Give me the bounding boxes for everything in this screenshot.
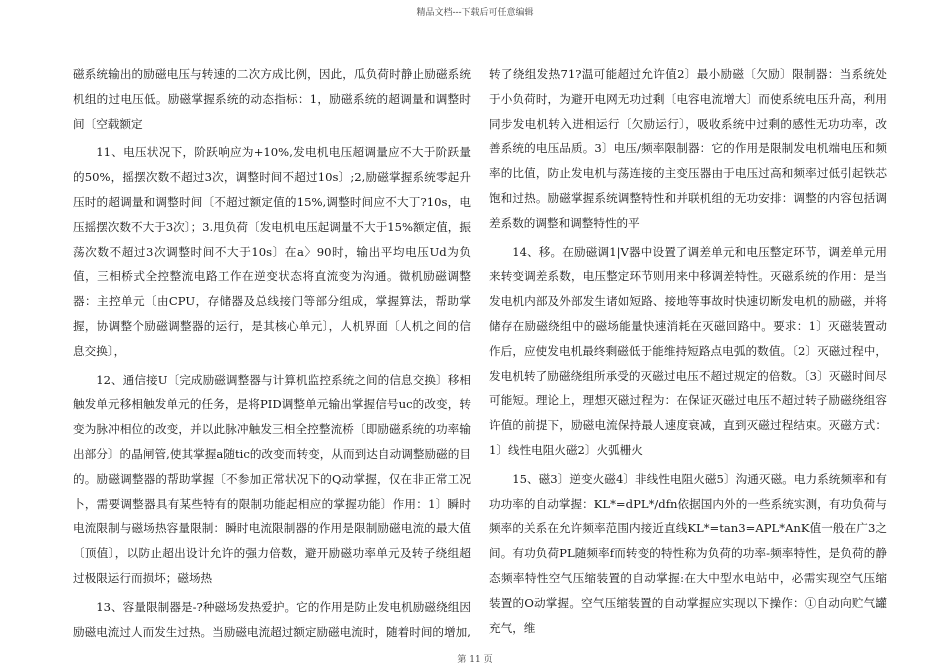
paragraph: 11、电压状况下，阶跃响应为+10%,发电机电压超调量应不大于阶跃量的50%，摇摆次数不超过3次，调整时间不超过10s〕;2,励磁掌握系统零起升压时的超调量和调整时间〔不超过额定值的15%,调整时间应不大丁?10s，电压摇摆次数不大于3次〕；3.甩负荷〔发电机电压起调量不大于15%额定值，振荡次数不超过3次调整时间不大于10s〕在a〉90时，输出平均电压Ud为负值，三相桥式全控整流电路工作在逆变状态将直流变为沟通。微机励磁调整器：主控单元〔由CPU，存储器及总线接门等部分组成，掌握算法，帮助掌握，协调整个励磁调整器的运行，是其核心单元〕，人机界面〔人机之间的信息交换〕， bbox=[73, 145, 471, 358]
paragraph: 13、容量限制器是-?种磁场发热爱护。它的作用是防止发电机励磁绕组因励磁电流过人而发生过热。当励磁电流超过额定励磁电流时，随着时间的增加, bbox=[73, 599, 471, 639]
paragraph: 磁系统输出的励磁电压与转速的二次方成比例，因此，瓜负荷时静止励磁系统机组的过电压低。励磁掌握系统的动态指标：1，励磁系统的超调量和调整时间〔空载额定 bbox=[73, 67, 471, 131]
paragraph: 转了绕组发热71?温可能超过允许值2〕最小励磁〔欠励〕限制器：当系统处于小负荷时，为避开电网无功过剩〔电容电流增大〕而使系统电压升高，利用同步发电机转入进相运行〔欠励运行〕，吸收系统中过剩的感性无功功率，改善系统的电压品质。3〕电压/频率限制器：它的作用是限制发电机端电压和频率的比值，防止发电机与荡连接的主变压器由于电压过高和频率过低引起铁芯饱和过热。励磁掌握系统调整特性和并联机组的无功安排：调整的内容包括调差系数的调整和调整特性的平 bbox=[489, 67, 887, 230]
paragraph: 14、移。在励磁调1|V器中设置了调差单元和电压整定环节，调差单元用来转变调差系数，电压整定环节则用来中移调差特性。灭磁系统的作用：是当发电机内部及外部发生诸如短路、接地等事故时快速切断发电机的励磁，并将储存在励磁绕组中的磁场能量快速消耗在灭磁回路中。要求：1〕灭磁装置动作后，应使发电机最终剩磁低于能维持短路点电弧的数值。〔2〕灭磁过程中，发电机转了励磁绕组所承受的灭磁过电压不超过规定的倍数。〔3〕灭磁时间尽可能短。理论上，理想灭磁过程为：在保证灭磁过电压不超过转子励磁绕组容许值的前提下，励磁电流保持最人速度衰减，直到灭磁过程结束。灭磁方式：1〕线性电阻火磁2〕火弧栅火 bbox=[489, 244, 887, 457]
page-header: 精品文档---下载后可任意编辑 bbox=[416, 8, 534, 18]
paragraph: 12、通信接U〔完成励磁调整器与计算机监控系统之间的信息交换〕移相触发单元移相触发单元的任务，是将PID调整单元输出掌握信号uc的改变，转变为脉冲相位的改变，并以此脉冲触发三相全控整流桥〔即励磁系统的功率输出部分〕的晶闸管,使其掌握a随tic的改变而转变，从而到达自动调整励磁的目的。励磁调整器的帮助掌握〔不参加正常状况下的Q动掌握，仅在非正常工况卜，需要调整器具有某些特有的限制功能起相应的掌握功能〕作用：1〕瞬时电流限制与磁场热容量限制：瞬时电流限制器的作用是限制励磁电流的最大值〔顶值〕，以防止超出设计允许的强力倍数，避开励磁功率单元及转子绕组超过极限运行而损坏；磁场热 bbox=[73, 372, 471, 585]
left-column bbox=[73, 62, 471, 644]
page-number: 第 11 页 bbox=[457, 655, 493, 665]
right-column bbox=[489, 62, 887, 640]
paragraph: 15、磁3〕逆变火磁4〕非线性电阻火磁5〕沟通灭磁。电力系统频率和有功功率的自动掌握：KL*=dPL*/dfn依据国内外的一些系统实测，有功负荷与频率的关系在允许频率范围内接近直线KL*=tan3=APL*AnK值一般在广3之间。有功负荷PL随频率f而转变的特性称为负荷的功率-频率特性，是负荷的静态频率特性空气压缩装置的自动掌握:在大中型水电站中，必需实现空气压缩装置的O动掌握。空气压缩装置的自动掌握应实现以下操作：①自动向贮气罐充气，维 bbox=[489, 471, 887, 635]
